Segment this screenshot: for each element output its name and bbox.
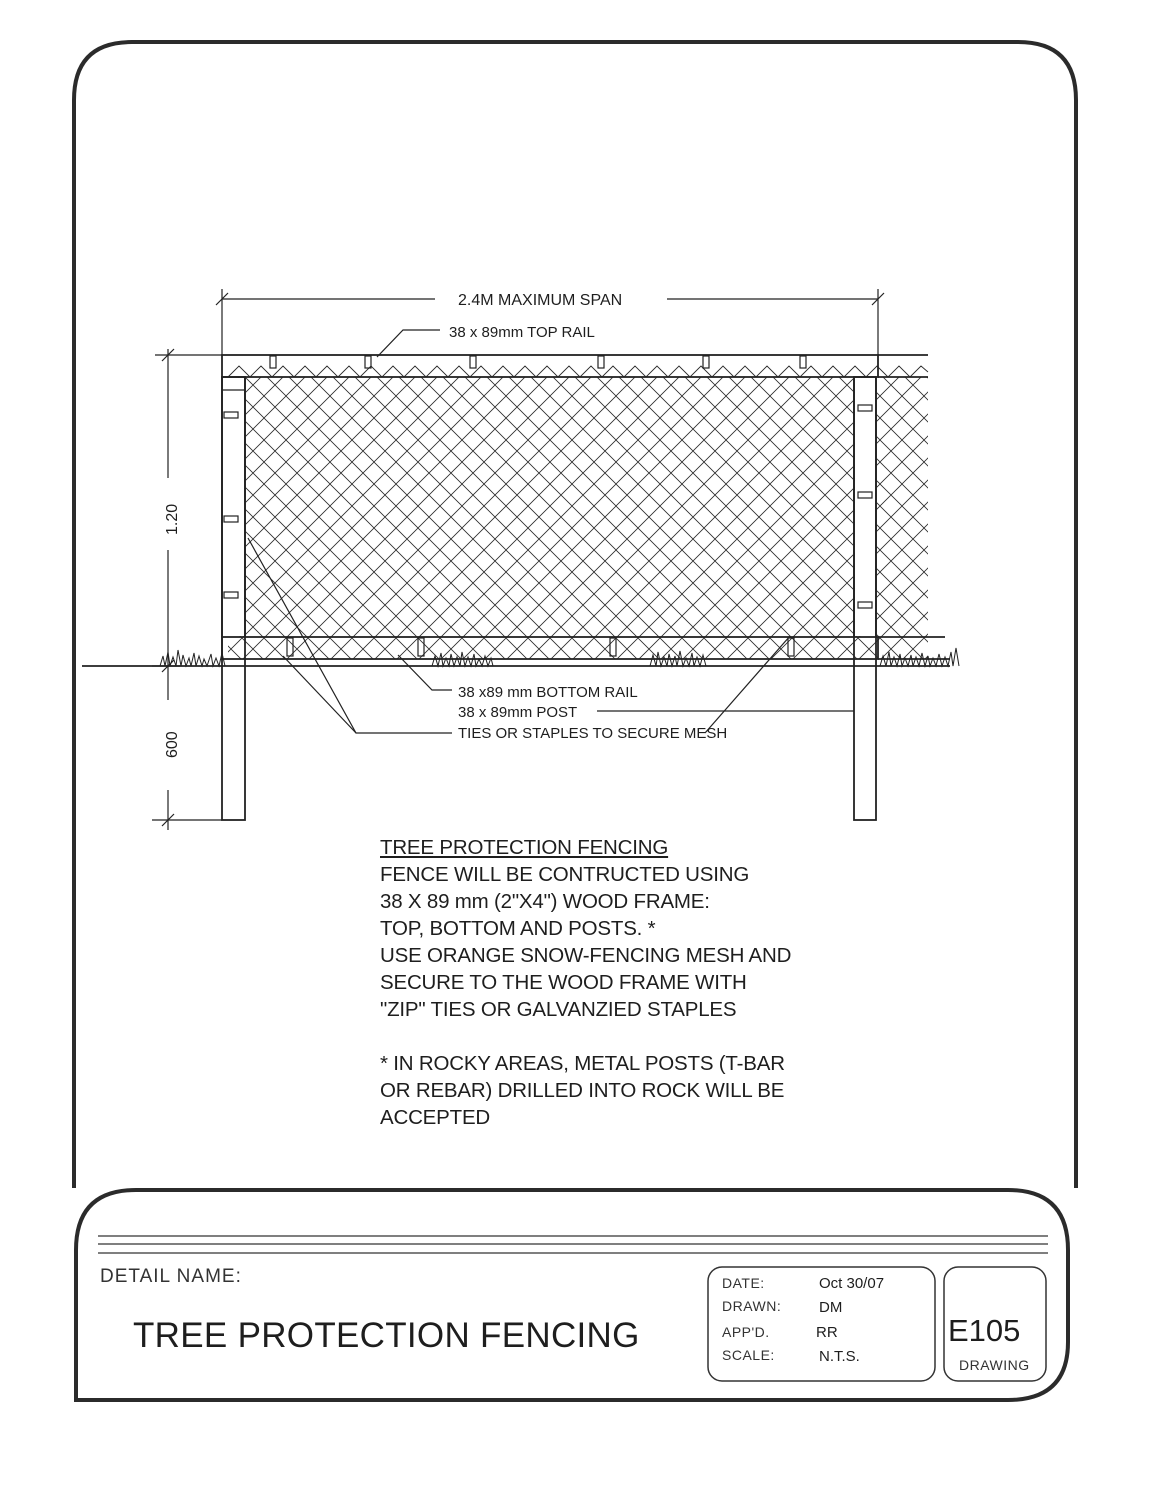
notes-heading: TREE PROTECTION FENCING bbox=[380, 836, 669, 859]
title-block-frame bbox=[76, 1190, 1068, 1400]
scale-label: SCALE: bbox=[722, 1347, 775, 1363]
mesh-fill bbox=[228, 377, 928, 659]
detail-name-label: DETAIL NAME: bbox=[100, 1266, 242, 1287]
footnote-line: * IN ROCKY AREAS, METAL POSTS (T-BAR bbox=[380, 1052, 785, 1075]
scale-value: N.T.S. bbox=[819, 1348, 860, 1365]
top-rail bbox=[222, 355, 878, 377]
specification-notes bbox=[380, 834, 900, 1131]
bottom-rail-label: 38 x89 mm BOTTOM RAIL bbox=[458, 684, 638, 701]
notes-spacer bbox=[380, 1023, 900, 1050]
date-label: DATE: bbox=[722, 1275, 765, 1291]
drawing-number: E105 bbox=[948, 1313, 1021, 1348]
appd-label: APP'D. bbox=[722, 1324, 770, 1340]
notes-line: "ZIP" TIES OR GALVANZIED STAPLES bbox=[380, 998, 737, 1021]
notes-line: USE ORANGE SNOW-FENCING MESH AND bbox=[380, 944, 792, 967]
drawing-caption: DRAWING bbox=[959, 1357, 1030, 1373]
drawn-label: DRAWN: bbox=[722, 1298, 782, 1314]
span-label: 2.4M MAXIMUM SPAN bbox=[458, 292, 623, 309]
top-rail-label: 38 x 89mm TOP RAIL bbox=[449, 324, 595, 341]
notes-line: FENCE WILL BE CONTRUCTED USING bbox=[380, 863, 750, 886]
post-label: 38 x 89mm POST bbox=[458, 704, 578, 721]
mesh-top-edge bbox=[228, 366, 928, 377]
footnote-line: OR REBAR) DRILLED INTO ROCK WILL BE bbox=[380, 1079, 785, 1102]
ties-label: TIES OR STAPLES TO SECURE MESH bbox=[458, 725, 728, 742]
notes-line: 38 X 89 mm (2"X4") WOOD FRAME: bbox=[380, 890, 710, 913]
height-label: 1.20 bbox=[164, 503, 181, 535]
notes-line: SECURE TO THE WOOD FRAME WITH bbox=[380, 971, 747, 994]
notes-line: TOP, BOTTOM AND POSTS. * bbox=[380, 917, 656, 940]
detail-title: TREE PROTECTION FENCING bbox=[133, 1316, 640, 1355]
footnote-line: ACCEPTED bbox=[380, 1106, 491, 1129]
date-value: Oct 30/07 bbox=[819, 1275, 885, 1292]
depth-label: 600 bbox=[164, 731, 181, 758]
top-rail-leader bbox=[377, 330, 440, 357]
drawn-value: DM bbox=[819, 1299, 843, 1316]
appd-value: RR bbox=[816, 1324, 838, 1341]
